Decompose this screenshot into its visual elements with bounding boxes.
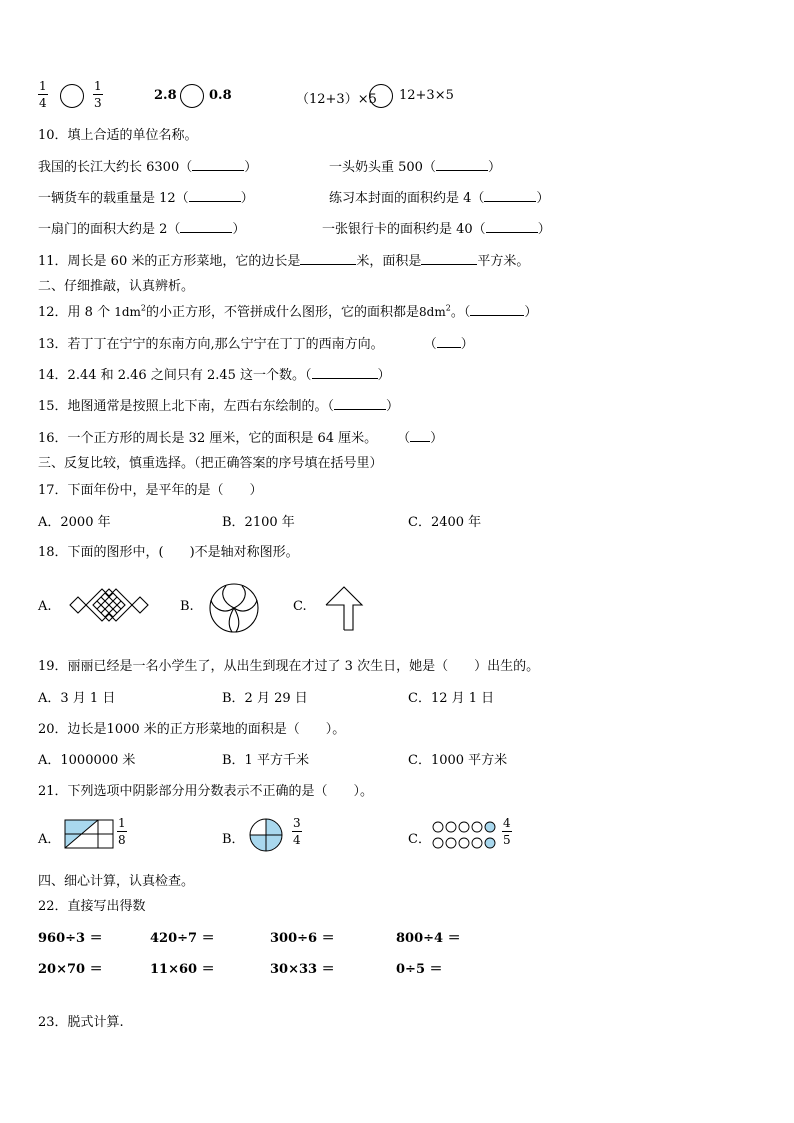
- answer-blank[interactable]: [436, 169, 488, 171]
- q21-fraction-c: [502, 817, 512, 846]
- answer-blank[interactable]: [410, 440, 430, 442]
- answer-blank[interactable]: [486, 231, 538, 233]
- paren-close: ）: [536, 191, 550, 206]
- q10-text: 一辆货车的载重量是 12（: [38, 191, 189, 206]
- q10-text: 我国的长江大约长 6300（: [38, 160, 193, 175]
- q15: [38, 395, 399, 414]
- q13: [38, 333, 474, 352]
- q21-fraction-a: [117, 817, 127, 846]
- q22-title: 22．直接写出得数: [38, 899, 146, 914]
- q10-row1-left: [38, 156, 257, 175]
- q19-option-b[interactable]: B．2 月 29 日: [222, 691, 308, 706]
- paren-close: ）: [430, 431, 444, 446]
- answer-blank[interactable]: [437, 346, 461, 348]
- compare-left-3: （12+3）×5: [296, 92, 377, 107]
- frac-num: 3: [293, 816, 301, 830]
- q17-stem: 17．下面年份中，是平年的是（ ）: [38, 483, 263, 498]
- q10-text: 一头奶头重 500（: [329, 160, 436, 175]
- fraction-one-third: [93, 80, 103, 109]
- q20-option-a[interactable]: A．1000000 米: [38, 753, 136, 768]
- q23-title: 23．脱式计算.: [38, 1015, 124, 1030]
- calc-item: 0÷5 ＝: [396, 962, 443, 977]
- q11-text: 米，面积是: [356, 254, 422, 269]
- section-2-heading: 二、仔细推敲，认真辨析。: [38, 279, 195, 294]
- q18-option-b-label[interactable]: B.: [180, 599, 194, 614]
- answer-blank[interactable]: [189, 200, 241, 202]
- q17-option-a[interactable]: A．2000 年: [38, 515, 111, 530]
- answer-blank[interactable]: [312, 377, 378, 379]
- q10-text: 一张银行卡的面积约是 40（: [322, 222, 486, 237]
- shaded-circle-figure-icon: [249, 818, 283, 852]
- q16-text: 16．一个正方形的周长是 32 厘米，它的面积是 64 厘米。: [38, 431, 378, 446]
- section-4-heading: 四、细心计算，认真检查。: [38, 874, 195, 889]
- paren-close: ）: [244, 160, 258, 175]
- paren-close: ）: [232, 222, 246, 237]
- q18-option-a-label[interactable]: A.: [38, 599, 52, 614]
- q12-text: 12．用 8 个: [38, 305, 111, 320]
- unit-dm: 1dm: [114, 305, 141, 319]
- q21-fraction-b: [292, 817, 302, 846]
- q17-option-b[interactable]: B．2100 年: [222, 515, 295, 530]
- unit-dm: 8dm: [419, 305, 446, 319]
- q10-row2-left: [38, 187, 254, 206]
- q10-row2-right: [329, 187, 549, 206]
- exponent: 2: [445, 303, 451, 313]
- q12: [38, 301, 537, 320]
- q10-row3-right: [322, 218, 551, 237]
- answer-blank[interactable]: [180, 231, 232, 233]
- calc-item: 420÷7 ＝: [150, 931, 215, 946]
- answer-blank[interactable]: [300, 263, 356, 265]
- arrow-shape-figure-icon: [323, 585, 365, 633]
- q20-option-b[interactable]: B．1 平方千米: [222, 753, 309, 768]
- q21-stem: 21．下列选项中阴影部分用分数表示不正确的是（ ）。: [38, 784, 374, 799]
- q10-text: 一扇门的面积大约是 2（: [38, 222, 181, 237]
- q10-title: 10．填上合适的单位名称。: [38, 128, 198, 143]
- q18-option-c-label[interactable]: C.: [293, 599, 307, 614]
- compare-right-3: 12+3×5: [399, 88, 454, 103]
- calc-item: 300÷6 ＝: [270, 931, 335, 946]
- section-3-heading: 三、反复比较，慎重选择。（把正确答案的序号填在括号里）: [38, 456, 383, 471]
- paren-close: ）: [240, 191, 254, 206]
- q20-option-c[interactable]: C．1000 平方米: [408, 753, 508, 768]
- q13-text: 13．若丁丁在宁宁的东南方向,那么宁宁在丁丁的西南方向。: [38, 337, 384, 352]
- paren-close: ）: [487, 160, 501, 175]
- compare-circle-2[interactable]: [180, 84, 204, 108]
- q19-option-c[interactable]: C．12 月 1 日: [408, 691, 495, 706]
- q14-text: 14．2.44 和 2.46 之间只有 2.45 这一个数。（: [38, 368, 312, 383]
- q10-row1-right: [329, 156, 501, 175]
- q16: [38, 427, 443, 446]
- paren-open: （: [397, 431, 411, 446]
- calc-item: 11×60 ＝: [150, 962, 215, 977]
- answer-blank[interactable]: [470, 314, 524, 316]
- q10-row3-left: [38, 218, 245, 237]
- q12-text: 的小正方形，不管拼成什么图形，它的面积都是: [146, 305, 420, 320]
- q10-text: 练习本封面的面积约是 4（: [329, 191, 485, 206]
- q21-option-a-label[interactable]: A．: [38, 832, 61, 847]
- frac-den: 4: [293, 833, 301, 847]
- answer-blank[interactable]: [421, 263, 477, 265]
- answer-blank[interactable]: [192, 169, 244, 171]
- frac-num: 1: [118, 816, 126, 830]
- compare-circle-3[interactable]: [369, 84, 393, 108]
- paren-close: ）: [460, 337, 474, 352]
- answer-blank[interactable]: [334, 408, 386, 410]
- compare-left-2: 2.8: [154, 88, 177, 103]
- exponent: 2: [140, 303, 147, 313]
- fraction-one-quarter: [38, 80, 48, 109]
- q17-option-c[interactable]: C．2400 年: [408, 515, 482, 530]
- calc-item: 30×33 ＝: [270, 962, 335, 977]
- shaded-rectangle-figure-icon: [64, 819, 114, 849]
- frac-num: 1: [94, 79, 102, 93]
- paren-open: （: [423, 337, 437, 352]
- q14: [38, 364, 391, 383]
- q12-text: 。（: [450, 305, 471, 320]
- compare-circle-1[interactable]: [60, 84, 84, 108]
- paren-close: ）: [386, 399, 400, 414]
- frac-num: 1: [39, 79, 47, 93]
- frac-den: 5: [503, 833, 511, 847]
- circle-petal-figure-icon: [208, 582, 260, 634]
- frac-den: 3: [94, 96, 102, 110]
- q19-option-a[interactable]: A．3 月 1 日: [38, 691, 116, 706]
- calc-item: 960÷3 ＝: [38, 931, 103, 946]
- answer-blank[interactable]: [484, 200, 536, 202]
- q11-text: 平方米。: [477, 254, 530, 269]
- q21-option-c-label[interactable]: C．: [408, 832, 431, 847]
- calc-item: 20×70 ＝: [38, 962, 103, 977]
- shaded-dots-figure-icon: [431, 819, 499, 851]
- compare-right-2: 0.8: [209, 88, 232, 103]
- calc-item: 800÷4 ＝: [396, 931, 461, 946]
- paren-close: ）: [524, 305, 538, 320]
- q11-text: 11．周长是 60 米的正方形菜地，它的边长是: [38, 254, 301, 269]
- q21-option-b-label[interactable]: B．: [222, 832, 245, 847]
- knot-figure-icon: [68, 587, 150, 623]
- frac-den: 8: [118, 833, 126, 847]
- q11: [38, 250, 529, 269]
- paren-close: ）: [537, 222, 551, 237]
- q15-text: 15．地图通常是按照上北下南，左西右东绘制的。（: [38, 399, 335, 414]
- paren-close: ）: [377, 368, 391, 383]
- frac-num: 4: [503, 816, 511, 830]
- q18-stem: 18．下面的图形中，( )不是轴对称图形。: [38, 545, 299, 560]
- q19-stem: 19．丽丽已经是一名小学生了，从出生到现在才过了 3 次生日，她是（ ）出生的。: [38, 659, 540, 674]
- q20-stem: 20．边长是1000 米的正方形菜地的面积是（ ）。: [38, 722, 346, 737]
- frac-den: 4: [39, 96, 47, 110]
